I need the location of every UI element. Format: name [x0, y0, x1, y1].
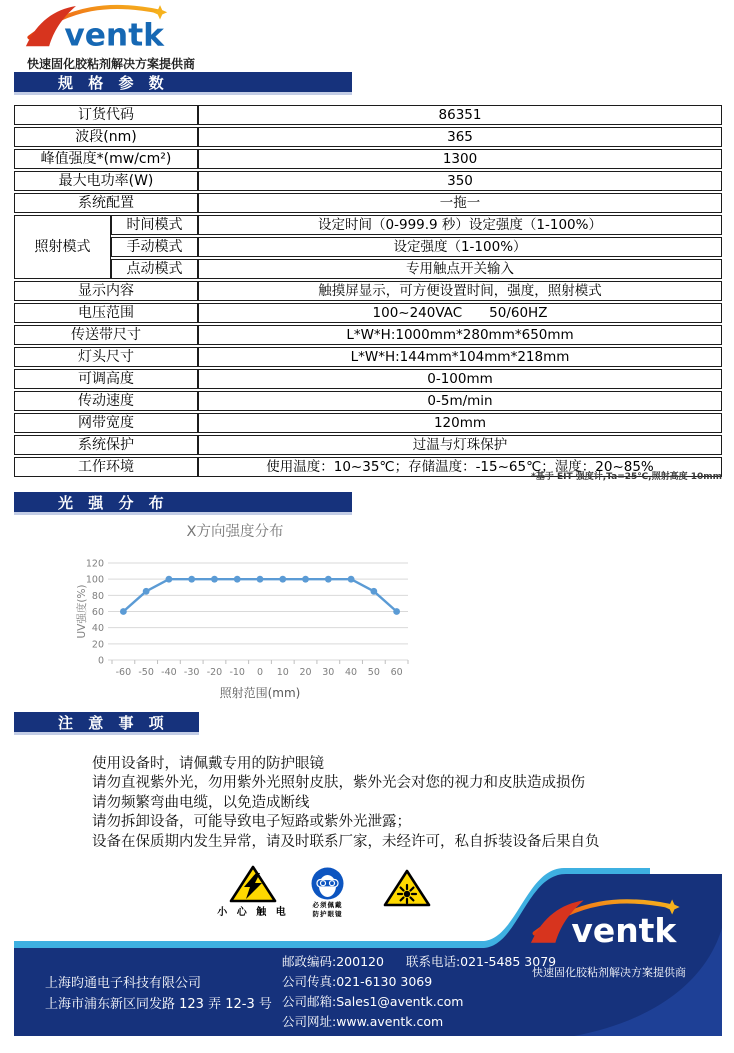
spec-row	[14, 303, 722, 323]
spec-value: 过温与灯珠保护	[198, 435, 722, 455]
svg-text:-60: -60	[115, 667, 132, 678]
spec-group-label: 照射模式	[14, 215, 111, 279]
footer-email: 公司邮箱:Sales1@aventk.com	[282, 994, 464, 1009]
spec-value: L*W*H:1000mm*280mm*650mm	[198, 325, 722, 345]
footer-fax: 公司传真:021-6130 3069	[282, 974, 433, 989]
spec-label: 显示内容	[14, 281, 198, 301]
spec-row	[14, 237, 722, 257]
svg-text:-50: -50	[138, 667, 154, 678]
svg-text:40: 40	[345, 667, 358, 678]
footer-postal-code: 邮政编码:200120	[282, 954, 384, 969]
footer-company: 上海昀通电子科技有限公司	[45, 976, 202, 991]
note-line: 请勿拆卸设备，可能导致电子短路或紫外光泄露；	[92, 814, 411, 831]
spec-label: 电压范围	[14, 303, 198, 323]
spec-label: 传送带尺寸	[14, 325, 198, 345]
svg-text:60: 60	[390, 667, 403, 678]
spec-value: 100~240VAC 50/60HZ	[198, 303, 722, 323]
note-line: 请勿频繁弯曲电缆，以免造成断线	[92, 794, 310, 811]
spec-row	[14, 435, 722, 455]
goggles-label-line2: 防护眼镜	[312, 909, 343, 918]
section-header-specs: 规 格 参 数	[14, 72, 352, 95]
footer-brand-logo	[530, 898, 690, 948]
svg-text:UV强度(%): UV强度(%)	[76, 584, 88, 639]
footer-phone: 联系电话:021-5485 3079	[405, 954, 557, 969]
spec-label: 系统保护	[14, 435, 198, 455]
spec-label: 波段(nm)	[14, 127, 198, 147]
notes-list	[92, 755, 712, 852]
brand-tagline: 快速固化胶粘剂解决方案提供商	[27, 57, 196, 71]
note-line: 请勿直视紫外光，勿用紫外光照射皮肤，紫外光会对您的视力和皮肤造成损伤	[92, 775, 585, 792]
electric-shock-label: 小 心 触 电	[217, 907, 289, 918]
spec-label: 工作环境	[14, 457, 198, 477]
spec-label: 可调高度	[14, 369, 198, 389]
spec-value: 使用温度：10~35℃；存储温度：-15~65℃；湿度：20~85%	[198, 457, 722, 477]
spec-value: 1300	[198, 149, 722, 169]
spec-row	[14, 193, 722, 213]
spec-row	[14, 215, 722, 235]
svg-text:0: 0	[97, 655, 104, 667]
brand-logo	[25, 4, 177, 51]
footer	[14, 868, 722, 1040]
spec-value: L*W*H:144mm*104mm*218mm	[198, 347, 722, 367]
spec-row	[14, 347, 722, 367]
svg-text:30: 30	[322, 667, 335, 678]
spec-label: 订货代码	[14, 105, 198, 125]
spec-label: 网带宽度	[14, 413, 198, 433]
svg-text:120: 120	[85, 558, 104, 570]
svg-text:100: 100	[85, 574, 104, 586]
spec-value: 350	[198, 171, 722, 191]
svg-text:0: 0	[256, 667, 264, 678]
spec-label: 系统配置	[14, 193, 198, 213]
footer-address: 上海市浦东新区同发路 123 弄 12-3 号	[45, 997, 272, 1012]
svg-text:-10: -10	[229, 667, 245, 678]
svg-text:20: 20	[91, 639, 104, 651]
svg-text:60: 60	[91, 607, 104, 618]
spec-row	[14, 149, 722, 169]
spec-label: 峰值强度*(mw/cm²)	[14, 149, 198, 169]
svg-text:20: 20	[299, 667, 312, 678]
spec-table	[14, 103, 722, 479]
spec-value: 0-5m/min	[198, 391, 722, 411]
spec-row	[14, 413, 722, 433]
svg-text:-40: -40	[161, 667, 177, 678]
spec-row	[14, 127, 722, 147]
spec-row	[14, 281, 722, 301]
svg-text:-20: -20	[206, 667, 223, 678]
chart-svg	[75, 516, 420, 708]
section-header-distribution: 光 强 分 布	[14, 492, 352, 515]
spec-value: 触摸屏显示，可方便设置时间，强度，照射模式	[198, 281, 722, 301]
svg-text:80: 80	[91, 590, 104, 602]
spec-row	[14, 259, 722, 279]
spec-label: 手动模式	[111, 237, 198, 257]
svg-text:-30: -30	[183, 667, 200, 678]
spec-row	[14, 369, 722, 389]
svg-text:X方向强度分布: X方向强度分布	[186, 524, 284, 540]
spec-value: 设定强度（1-100%）	[198, 237, 722, 257]
svg-text:40: 40	[91, 623, 104, 635]
spec-row	[14, 325, 722, 345]
svg-text:10: 10	[276, 667, 289, 678]
goggles-label-line1: 必须佩戴	[312, 901, 343, 909]
spec-row	[14, 171, 722, 191]
intensity-chart	[75, 516, 420, 708]
spec-label: 点动模式	[111, 259, 198, 279]
spec-value: 365	[198, 127, 722, 147]
spec-row	[14, 391, 722, 411]
spec-footnote: *基于 EIT 强度计,Ta=25℃,照射高度 10mm	[531, 472, 722, 482]
logo-wordmark: ventk	[64, 17, 164, 51]
spec-table-body	[14, 105, 722, 477]
spec-value: 一拖一	[198, 193, 722, 213]
footer-website: 公司网址:www.aventk.com	[282, 1014, 444, 1029]
spec-row	[14, 105, 722, 125]
spec-label: 时间模式	[111, 215, 198, 235]
footer-brand-tagline: 快速固化胶粘剂解决方案提供商	[532, 966, 686, 979]
spec-label: 传动速度	[14, 391, 198, 411]
footer-logo-wordmark: ventk	[571, 910, 677, 948]
note-line: 使用设备时，请佩戴专用的防护眼镜	[92, 756, 324, 772]
section-header-notes: 注 意 事 项	[14, 712, 199, 735]
note-line: 设备在保质期内发生异常，请及时联系厂家，未经许可，私自拆装设备后果自负	[92, 833, 600, 850]
spec-value: 0-100mm	[198, 369, 722, 389]
spec-value: 86351	[198, 105, 722, 125]
spec-label: 灯头尺寸	[14, 347, 198, 367]
spec-value: 专用触点开关输入	[198, 259, 722, 279]
spec-value: 设定时间（0-999.9 秒）设定强度（1-100%）	[198, 215, 722, 235]
spec-label: 最大电功率(W)	[14, 171, 198, 191]
spec-value: 120mm	[198, 413, 722, 433]
svg-text:照射范围(mm): 照射范围(mm)	[219, 686, 301, 700]
svg-text:50: 50	[367, 667, 380, 678]
